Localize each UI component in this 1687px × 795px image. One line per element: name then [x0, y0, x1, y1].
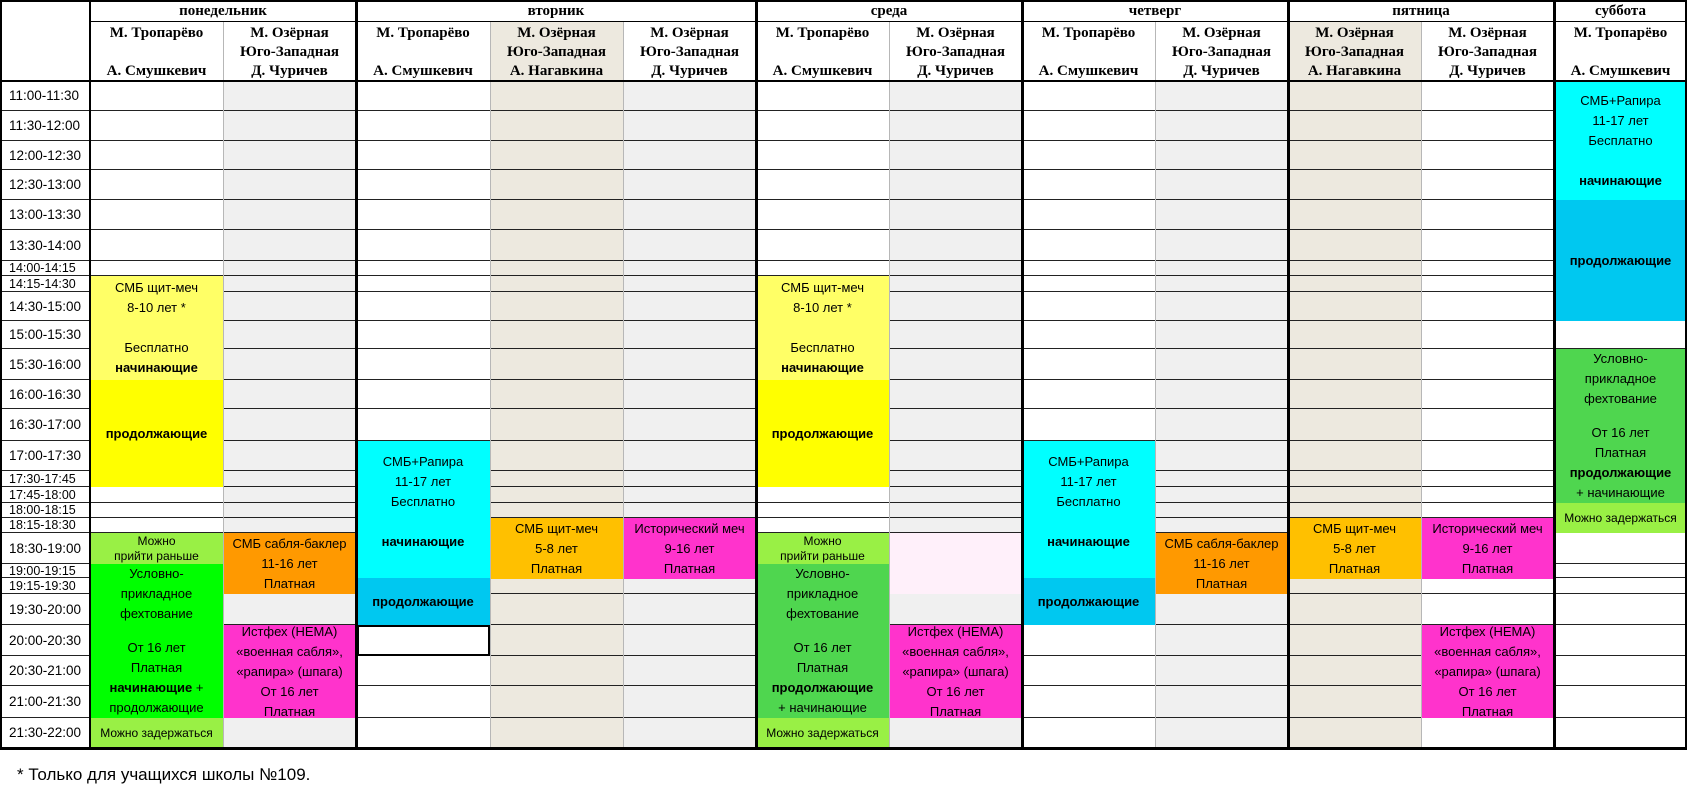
- time-slot-label: 12:00-12:30: [9, 147, 82, 163]
- location-label: М. Озёрная: [1315, 25, 1394, 41]
- row-divider: [2, 260, 1686, 261]
- col-header-fri-nag: [1288, 22, 1421, 80]
- event-stay-late-sat: Можно задержаться: [1554, 503, 1687, 533]
- col-bg-tue-nag: [490, 81, 623, 748]
- location-label: М. Тропарёво: [109, 25, 204, 41]
- day-header-wednesday: среда: [870, 3, 908, 19]
- location-sub-label: Юго-Западная: [1171, 44, 1272, 60]
- location-sub-label: Юго-Западная: [639, 44, 740, 60]
- time-slot-label: 15:30-16:00: [9, 356, 82, 372]
- event-rapier-tue: СМБ+Рапира 11-17 лет Бесплатно начинающие: [356, 441, 490, 563]
- time-slot-label: 11:30-12:00: [9, 118, 81, 134]
- coach-label: А. Смушкевич: [1570, 63, 1671, 79]
- row-divider: [2, 169, 1686, 170]
- coach-label: А. Нагавкина: [1307, 63, 1402, 79]
- row-divider: [2, 110, 1686, 111]
- coach-label: Д. Чуричев: [1183, 63, 1260, 79]
- event-saber-buckler-thu: СМБ сабля-баклер 11-16 лет Платная: [1155, 533, 1288, 594]
- event-stay-late-mon: Можно задержаться: [90, 718, 223, 748]
- time-slot-label: 21:30-22:00: [9, 725, 82, 741]
- time-slot-label: 19:00-19:15: [9, 564, 76, 578]
- time-slot-label: 14:15-14:30: [9, 276, 76, 291]
- day-header-saturday: суббота: [1595, 3, 1646, 19]
- col-header-wed-chur: [889, 22, 1022, 80]
- time-slot-label: 19:15-19:30: [9, 578, 76, 593]
- row-divider: [2, 140, 1686, 141]
- location-sub-label: Юго-Западная: [1437, 44, 1538, 60]
- time-slot-label: 18:15-18:30: [9, 518, 76, 533]
- row-divider: [2, 502, 1686, 503]
- time-slot-label: 17:00-17:30: [9, 448, 82, 464]
- day-header-monday: понедельник: [179, 3, 267, 19]
- col-header-tue-chur: [623, 22, 756, 80]
- location-sub-label: Юго-Западная: [905, 44, 1006, 60]
- event-rapier-thu-gap: [1022, 563, 1155, 578]
- col-header-fri-chur: [1421, 22, 1554, 80]
- time-slot-label: 12:30-13:00: [9, 177, 82, 193]
- location-sub-label: Юго-Западная: [1304, 44, 1405, 60]
- event-applied-fencing-wed: Условно- прикладное фехтование От 16 лет Платная продолжающие + начинающие: [756, 564, 889, 718]
- event-pink-tint-wed: [889, 533, 1022, 594]
- col-bg-tue-chur: [623, 81, 756, 748]
- time-slot-label: 16:00-16:30: [9, 386, 82, 402]
- event-smb-shield-mon: СМБ щит-меч 8-10 лет * Бесплатно начинающие: [90, 276, 223, 380]
- location-label: М. Озёрная: [650, 25, 729, 41]
- event-rapier-thu: СМБ+Рапира 11-17 лет Бесплатно начинающие: [1022, 441, 1155, 563]
- location-label: М. Тропарёво: [376, 25, 470, 41]
- time-slot-label: 17:45-18:00: [9, 487, 76, 502]
- col-header-wed-trop: [756, 22, 889, 80]
- time-slot-label: 20:00-20:30: [9, 632, 82, 648]
- event-hist-sword-tue: Исторический меч 9-16 лет Платная: [623, 518, 756, 579]
- event-continuing-mon: продолжающие: [90, 380, 223, 487]
- row-divider: [2, 229, 1686, 230]
- time-slot-label: 16:30-17:00: [9, 417, 82, 433]
- location-label: М. Озёрная: [517, 25, 596, 41]
- selected-cell[interactable]: [357, 625, 490, 656]
- col-header-tue-nag: [490, 22, 623, 80]
- coach-label: А. Смушкевич: [772, 63, 873, 79]
- event-istfeh-fri: Истфех (HEMA) «военная сабля», «рапира» (шпага) От 16 лет Платная: [1421, 625, 1554, 718]
- coach-label: А. Смушкевич: [373, 63, 473, 79]
- location-sub-label: Юго-Западная: [506, 44, 607, 60]
- col-header-mon-trop: [90, 22, 223, 80]
- col-header-sat-trop: [1554, 22, 1687, 80]
- event-saber-buckler-mon: СМБ сабля-баклер 11-16 лет Платная: [223, 533, 356, 594]
- coach-label: А. Смушкевич: [106, 63, 207, 79]
- event-smb-shield-wed: СМБ щит-меч 8-10 лет * Бесплатно начинающие: [756, 276, 889, 380]
- time-slot-label: 20:30-21:00: [9, 663, 82, 679]
- location-label: М. Озёрная: [250, 25, 329, 41]
- coach-label: А. Смушкевич: [1038, 63, 1139, 79]
- time-slot-label: 13:30-14:00: [9, 237, 82, 253]
- event-applied-fencing-sat: Условно- прикладное фехтование От 16 лет Платная продолжающие + начинающие: [1554, 349, 1687, 503]
- event-rapier-sat: СМБ+Рапира 11-17 лет Бесплатно начинающие: [1554, 81, 1687, 200]
- event-can-earlier-mon: Можно прийти раньше: [90, 533, 223, 564]
- coach-label: А. Нагавкина: [509, 63, 604, 79]
- col-header-tue-trop: [356, 22, 490, 80]
- col-header-thu-chur: [1155, 22, 1288, 80]
- event-istfeh-mon: Истфех (HEMA) «военная сабля», «рапира» (шпага) От 16 лет Платная: [223, 625, 356, 718]
- location-label: М. Озёрная: [1448, 25, 1527, 41]
- time-slot-label: 18:00-18:15: [9, 503, 76, 518]
- event-applied-fencing-mon: Условно- прикладное фехтование От 16 лет Платная начинающие + продолжающие: [90, 564, 223, 718]
- day-header-friday: пятница: [1392, 3, 1450, 19]
- time-slot-label: 13:00-13:30: [9, 207, 82, 223]
- row-divider: [2, 199, 1686, 200]
- col-header-mon-oz: [223, 22, 356, 80]
- time-slot-label: 14:00-14:15: [9, 261, 76, 276]
- time-slot-label: 11:00-11:30: [9, 88, 80, 104]
- location-sub-label: Юго-Западная: [239, 44, 340, 60]
- time-slot-label: 21:00-21:30: [9, 694, 82, 710]
- event-continuing-sat: продолжающие: [1554, 200, 1687, 321]
- col-bg-fri-nag: [1288, 81, 1421, 748]
- time-slot-label: 19:30-20:00: [9, 601, 82, 617]
- col-bg-thu-chur: [1155, 81, 1288, 748]
- footnote: * Только для учащихся школы №109.: [17, 765, 311, 784]
- coach-label: Д. Чуричев: [651, 63, 728, 79]
- location-label: М. Тропарёво: [775, 25, 870, 41]
- event-smb-shield-58-fri: СМБ щит-меч 5-8 лет Платная: [1288, 518, 1421, 579]
- event-smb-shield-58-tue: СМБ щит-меч 5-8 лет Платная: [490, 518, 623, 579]
- event-istfeh-wed: Истфех (HEMA) «военная сабля», «рапира» (шпага) От 16 лет Платная: [889, 625, 1022, 718]
- time-slot-label: 14:30-15:00: [9, 298, 82, 314]
- day-header-thursday: четверг: [1128, 3, 1182, 19]
- time-slot-label: 17:30-17:45: [9, 471, 76, 486]
- coach-label: Д. Чуричев: [1449, 63, 1526, 79]
- event-continuing-thu: продолжающие: [1022, 578, 1155, 625]
- coach-label: Д. Чуричев: [251, 63, 328, 79]
- event-continuing-wed: продолжающие: [756, 380, 889, 487]
- location-label: М. Тропарёво: [1041, 25, 1136, 41]
- col-header-thu-trop: [1022, 22, 1155, 80]
- event-rapier-tue-gap: [356, 563, 490, 578]
- location-label: М. Озёрная: [1182, 25, 1261, 41]
- time-slot-label: 18:30-19:00: [9, 540, 82, 556]
- coach-label: Д. Чуричев: [917, 63, 994, 79]
- event-continuing-tue: продолжающие: [356, 578, 490, 625]
- day-header-tuesday: вторник: [527, 3, 585, 19]
- event-stay-late-wed: Можно задержаться: [756, 718, 889, 748]
- event-hist-sword-fri: Исторический меч 9-16 лет Платная: [1421, 518, 1554, 579]
- event-can-earlier-wed: Можно прийти раньше: [756, 533, 889, 564]
- time-slot-label: 15:00-15:30: [9, 327, 82, 343]
- location-label: М. Озёрная: [916, 25, 995, 41]
- location-label: М. Тропарёво: [1573, 25, 1668, 41]
